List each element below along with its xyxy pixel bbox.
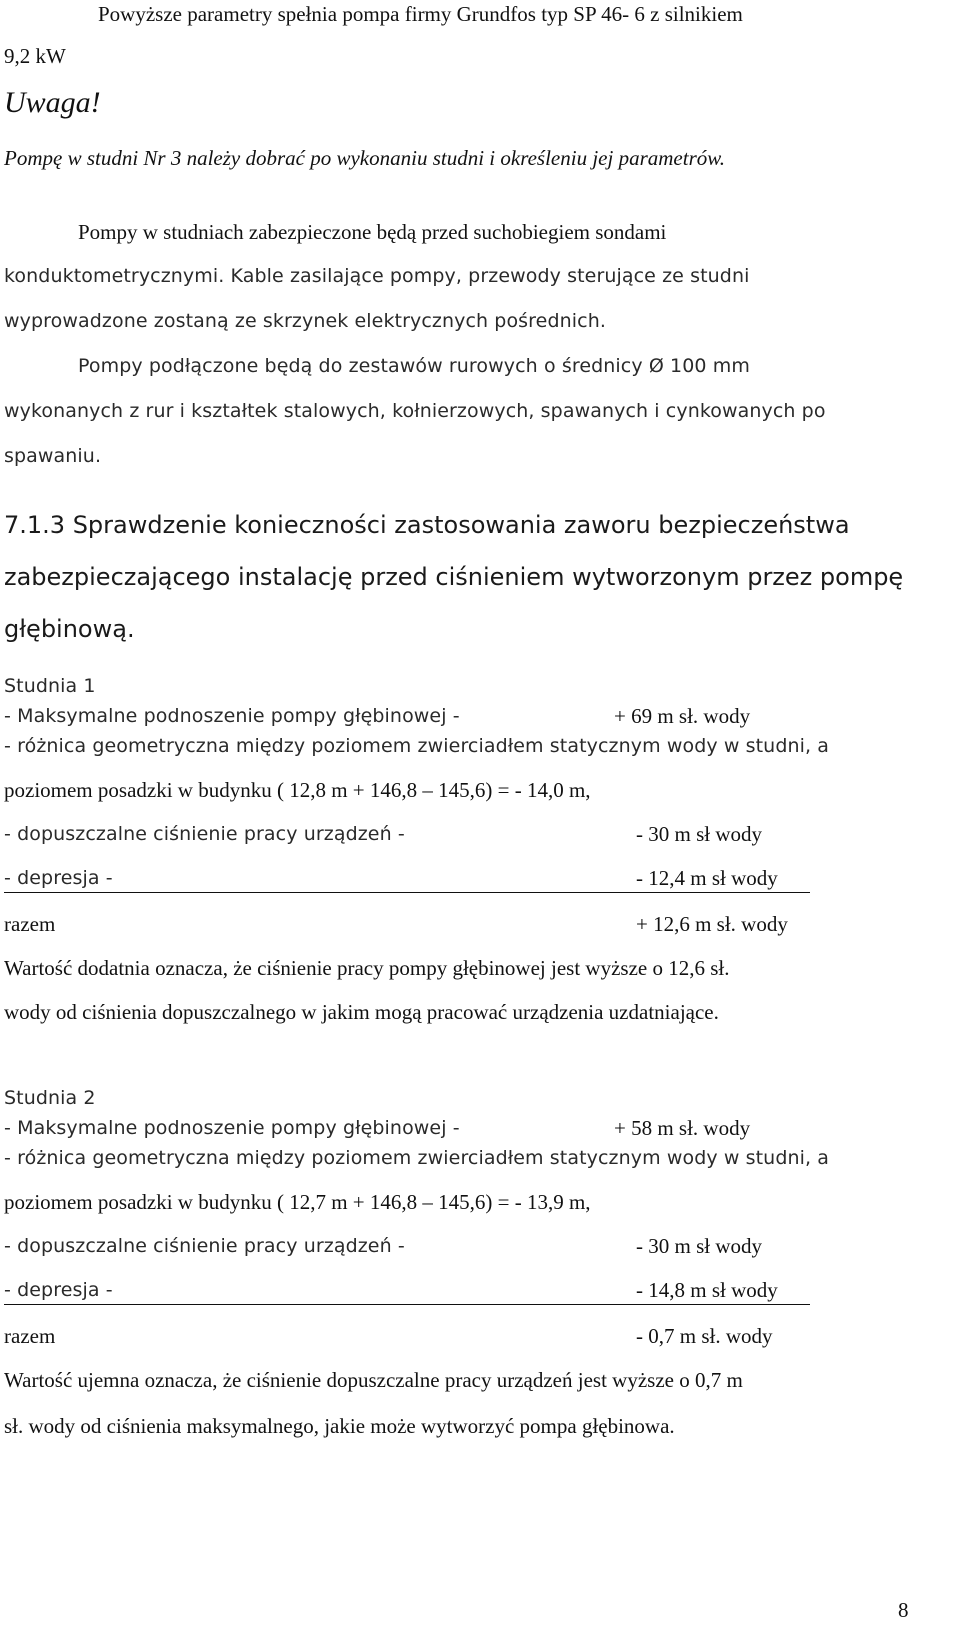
well-1-total-value: + 12,6 m sł. wody bbox=[636, 912, 788, 936]
well-1-title: Studnia 1 bbox=[4, 675, 96, 697]
pump-spec-line-2: 9,2 kW bbox=[4, 44, 66, 68]
well-2-allowable-pressure-label: - dopuszczalne ciśnienie pracy urządzeń - bbox=[4, 1235, 405, 1257]
section-heading-line-2: zabezpieczającego instalację przed ciśnieniem wytworzonym przez pompę bbox=[4, 563, 904, 591]
well-2-conclusion-line-1: Wartość ujemna oznacza, że ciśnienie dopuszczalne pracy urządzeń jest wyższe o 0,7 m bbox=[4, 1368, 743, 1392]
well-2-total-label: razem bbox=[4, 1324, 56, 1348]
well-1-drawdown-label: - depresja - bbox=[4, 867, 113, 889]
well-2-sum-rule bbox=[4, 1304, 810, 1305]
well-1-max-lift-label: - Maksymalne podnoszenie pompy głębinowej - bbox=[4, 705, 460, 727]
well-1-total-label: razem bbox=[4, 912, 56, 936]
well-1-conclusion-line-1: Wartość dodatnia oznacza, że ciśnienie pracy pompy głębinowej jest wyższe o 12,6 sł. bbox=[4, 956, 730, 980]
well-1-max-lift-value: + 69 m sł. wody bbox=[614, 704, 751, 728]
well-2-drawdown-value: - 14,8 m sł wody bbox=[636, 1278, 778, 1302]
section-heading-line-3: głębinową. bbox=[4, 615, 135, 643]
well-2-max-lift-value: + 58 m sł. wody bbox=[614, 1116, 751, 1140]
well-2-conclusion-line-2: sł. wody od ciśnienia maksymalnego, jakie może wytworzyć pompa głębinowa. bbox=[4, 1414, 675, 1438]
well-1-height-difference-line-2: poziomem posadzki w budynku ( 12,8 m + 146,8 – 145,6) = - 14,0 m, bbox=[4, 778, 591, 802]
paragraph-2-line-3: spawaniu. bbox=[4, 445, 102, 467]
well-2-title: Studnia 2 bbox=[4, 1087, 96, 1109]
section-heading-line-1: 7.1.3 Sprawdzenie konieczności zastosowania zaworu bezpieczeństwa bbox=[4, 511, 850, 539]
well-1-allowable-pressure-value: - 30 m sł wody bbox=[636, 822, 762, 846]
note-title: Uwaga! bbox=[4, 86, 101, 119]
well-1-sum-rule bbox=[4, 892, 810, 893]
paragraph-1-line-1: Pompy w studniach zabezpieczone będą przed suchobiegiem sondami bbox=[78, 220, 667, 244]
paragraph-2-line-2: wykonanych z rur i kształtek stalowych, kołnierzowych, spawanych i cynkowanych po bbox=[4, 400, 826, 422]
well-2-height-difference-line-1: - różnica geometryczna między poziomem zwierciadłem statycznym wody w studni, a bbox=[4, 1147, 830, 1169]
page-number: 8 bbox=[898, 1598, 909, 1622]
well-1-drawdown-value: - 12,4 m sł wody bbox=[636, 866, 778, 890]
well-2-total-value: - 0,7 m sł. wody bbox=[636, 1324, 773, 1348]
well-1-conclusion-line-2: wody od ciśnienia dopuszczalnego w jakim mogą pracować urządzenia uzdatniające. bbox=[4, 1000, 719, 1024]
note-text: Pompę w studni Nr 3 należy dobrać po wykonaniu studni i określeniu jej parametrów. bbox=[4, 146, 725, 170]
well-2-drawdown-label: - depresja - bbox=[4, 1279, 113, 1301]
paragraph-1-line-2: konduktometrycznymi. Kable zasilające pompy, przewody sterujące ze studni bbox=[4, 265, 750, 287]
well-2-allowable-pressure-value: - 30 m sł wody bbox=[636, 1234, 762, 1258]
pump-spec-line-1: Powyższe parametry spełnia pompa firmy Grundfos typ SP 46- 6 z silnikiem bbox=[98, 2, 743, 26]
paragraph-1-line-3: wyprowadzone zostaną ze skrzynek elektrycznych pośrednich. bbox=[4, 310, 606, 332]
well-2-max-lift-label: - Maksymalne podnoszenie pompy głębinowej - bbox=[4, 1117, 460, 1139]
paragraph-2-line-1: Pompy podłączone będą do zestawów rurowych o średnicy Ø 100 mm bbox=[78, 355, 750, 377]
well-1-allowable-pressure-label: - dopuszczalne ciśnienie pracy urządzeń - bbox=[4, 823, 405, 845]
well-1-height-difference-line-1: - różnica geometryczna między poziomem zwierciadłem statycznym wody w studni, a bbox=[4, 735, 830, 757]
well-2-height-difference-line-2: poziomem posadzki w budynku ( 12,7 m + 146,8 – 145,6) = - 13,9 m, bbox=[4, 1190, 591, 1214]
